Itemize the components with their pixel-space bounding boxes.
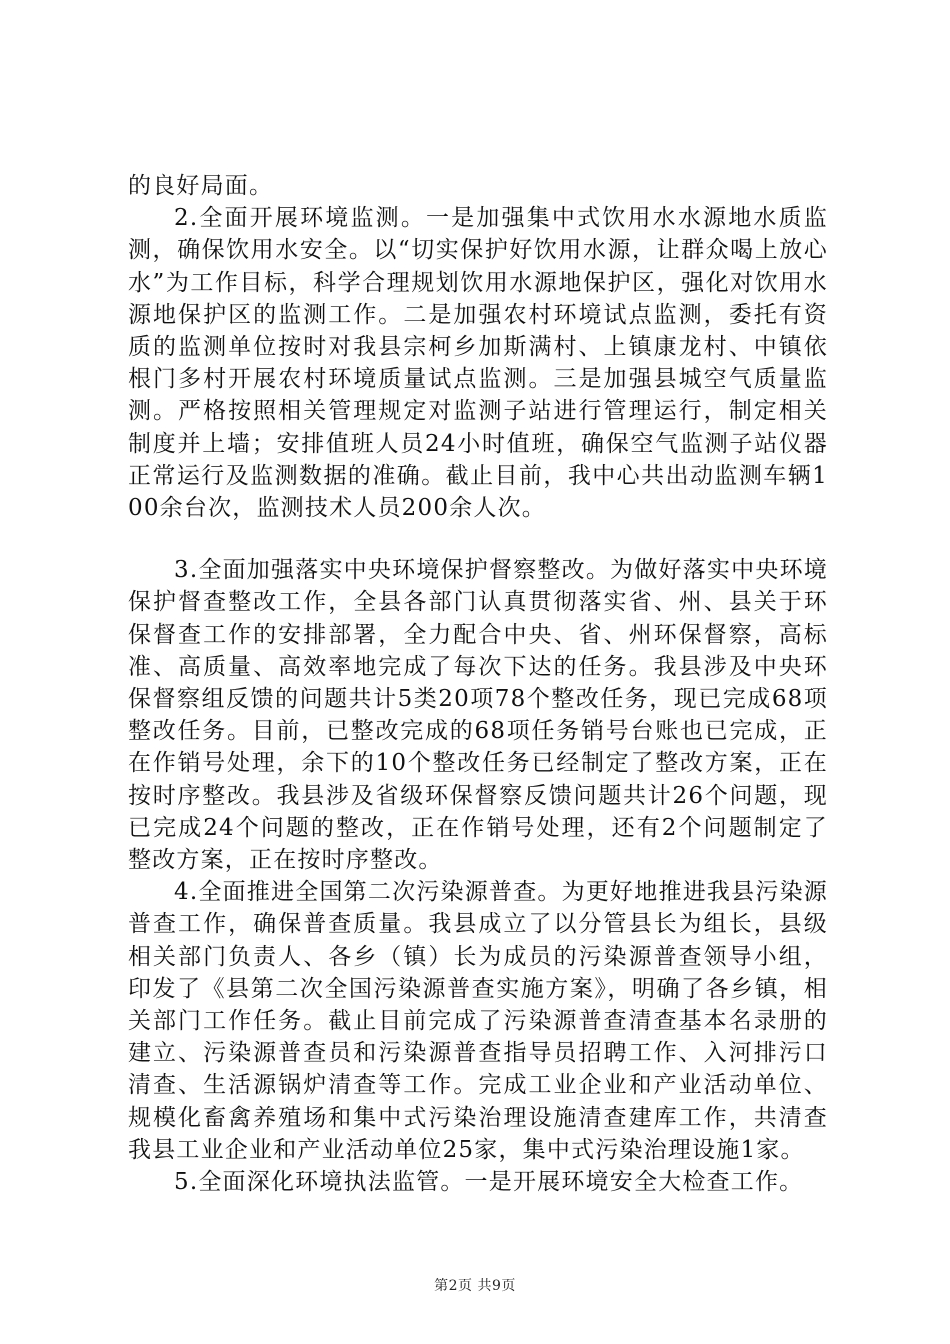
paragraph-continuation: 的良好局面。 bbox=[128, 173, 274, 199]
document-body bbox=[128, 170, 828, 1198]
paragraph-inspection-rectification: 3.全面加强落实中央环境保护督察整改。为做好落实中央环境保护督查整改工作，全县各部门认真贯彻落实省、州、县关于环保督查工作的安排部署，全力配合中央、省、州环保督察，高标准、高质量、高效率地完成了每次下达的任务。我县涉及中央环保督察组反馈的问题共计5类20项78个整改任务，现已完成68项整改任务。目前，已整改完成的68项任务销号台账也已完成，正在作销号处理，余下的10个整改任务已经制定了整改方案，正在按时序整改。我县涉及省级环保督察反馈问题共计26个问题，现已完成24个问题的整改，正在作销号处理，还有2个问题制定了整改方案，正在按时序整改。 bbox=[128, 557, 828, 874]
paragraph-environment-monitoring: 2.全面开展环境监测。一是加强集中式饮用水水源地水质监测，确保饮用水安全。以“切实保护好饮用水源，让群众喝上放心水”为工作目标，科学合理规划饮用水源地保护区，强化对饮用水源地保护区的监测工作。二是加强农村环境试点监测，委托有资质的监测单位按时对我县宗柯乡加斯满村、上镇康龙村、中镇依根门多村开展农村环境质量试点监测。三是加强县城空气质量监测。严格按照相关管理规定对监测子站进行管理运行，制定相关制度并上墙；安排值班人员24小时值班，确保空气监测子站仪器正常运行及监测数据的准确。截止目前，我中心共出动监测车辆100余台次，监测技术人员200余人次。 bbox=[128, 205, 828, 522]
paragraph-law-enforcement: 5.全面深化环境执法监管。一是开展环境安全大检查工作。 bbox=[174, 1169, 804, 1196]
page-number-footer: 第2页 共9页 bbox=[434, 1278, 516, 1294]
paragraph-pollution-census: 4.全面推进全国第二次污染源普查。为更好地推进我县污染源普查工作，确保普查质量。我县成立了以分管县长为组长，县级相关部门负责人、各乡（镇）长为成员的污染源普查领导小组，印发了《县第二次全国污染源普查实施方案》，明确了各乡镇，相关部门工作任务。截止目前完成了污染源普查清查基本名录册的建立、污染源普查员和污染源普查指导员招聘工作、入河排污口清查、生活源锅炉清查等工作。完成工业企业和产业活动单位、规模化畜禽养殖场和集中式污染治理设施清查建库工作，共清查我县工业企业和产业活动单位25家，集中式污染治理设施1家。 bbox=[128, 879, 828, 1163]
paragraph-spacer bbox=[128, 524, 828, 554]
